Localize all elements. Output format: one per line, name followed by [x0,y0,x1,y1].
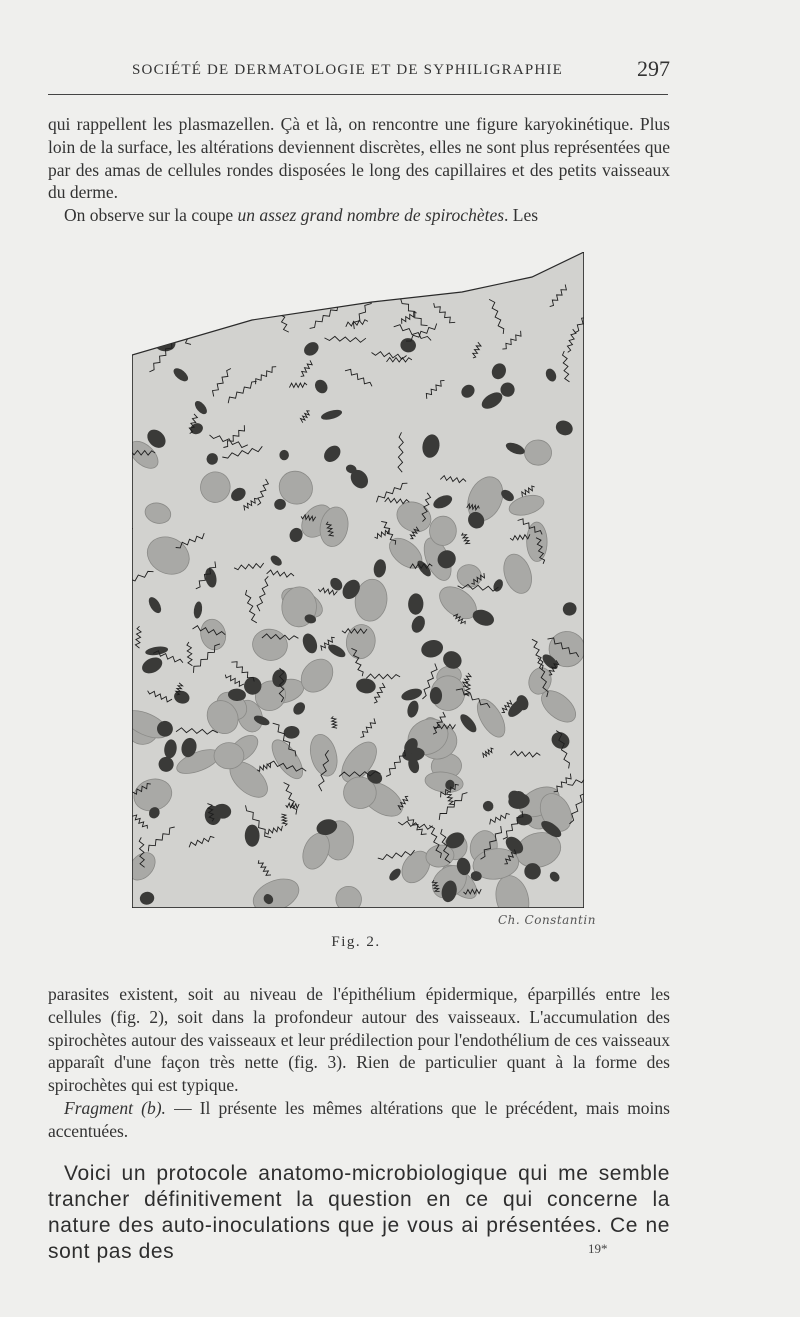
fragment-paragraph [48,1097,670,1143]
dark-nucleus [245,825,260,847]
signature-mark: 19* [588,1241,608,1256]
spirochete [223,296,255,306]
intro-line-end: . Les [504,205,539,226]
intro-line-italic: un assez grand nombre de spirochètes [237,205,505,226]
running-head [48,58,670,86]
pale-nucleus [214,742,244,769]
spirochete [252,309,274,314]
paragraph-intro-last-line [48,204,670,227]
paragraph-parasites-text: parasites existent, soit au niveau de l'épithélium épidermique, éparpillés entre les cellules (fig. 2), soit dans la profondeur autour des vaisseaux. L'accumulation des spirochètes autour des vaisseaux et leur prédilection pour l'endothélium de ces vaisseaux apparaît d'une façon très nette (fig. 3). Rien de particulier quant à la forme des spirochètes qui est typique. [48,984,670,1096]
histology-figure [132,252,584,908]
artist-signature: Ch. Constantin [498,913,596,927]
fragment-label: Fragment (b). [64,1097,166,1118]
header-rule [48,94,668,95]
intro-line-start: On observe sur la coupe [64,205,238,226]
histology-illustration [132,252,584,908]
fragment-text: — Il présente les mêmes altérations que le précédent, mais moins accentuées. [48,1097,670,1141]
dark-nucleus [430,687,442,704]
figure-caption: Fig. 2. [331,934,381,950]
spirochete [132,315,157,330]
paragraph-parasites [48,983,670,1143]
page-number: 297 [637,56,670,81]
spirochete [358,289,385,295]
paragraph-intro [48,113,670,227]
spirochete [200,315,230,329]
running-title: SOCIÉTÉ DE DERMATOLOGIE ET DE SYPHILIGRAPHIE [132,62,563,78]
paragraph-protocol: Voici un protocole anatomo-microbiologique qui me semble trancher définitivement la question en ce qui concerne la nature des auto-inoculations que je vous ai présentées. Ce ne sont pas des [48,1162,670,1263]
paragraph-intro-text: qui rappellent les plasmazellen. Çà et là, on rencontre une figure karyokinétique. Plus loin de la surface, les altérations deviennent discrètes, elles ne sont plus représentées que par des amas de cellules rondes disposées le long des capillaires et des petits vaisseaux du derme. [48,114,670,203]
spirochete [148,295,178,310]
